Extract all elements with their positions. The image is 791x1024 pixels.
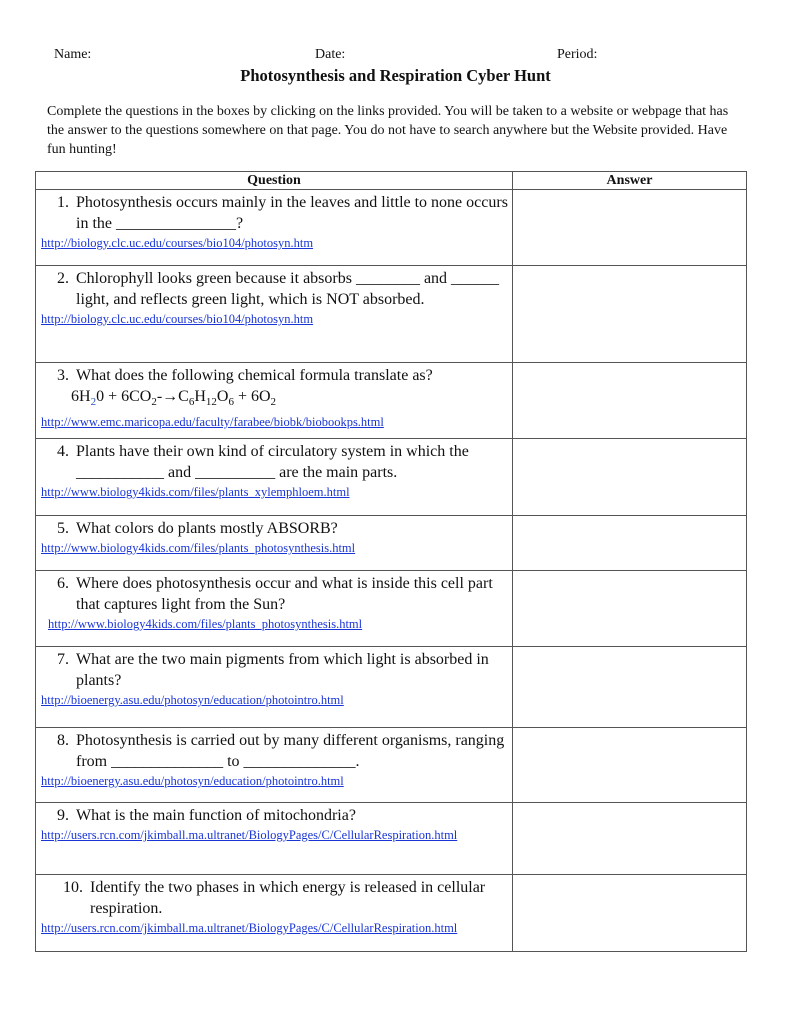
question-text: Photosynthesis is carried out by many different organisms, ranging from ______________ to ______________. [76,732,505,770]
question-cell [36,728,513,803]
question-text: What is the main function of mitochondria? [76,807,356,824]
question-row-5 [36,516,747,571]
question-cell [36,803,513,875]
question-number: 5. [57,520,69,537]
question-link[interactable]: http://www.biology4kids.com/files/plants_photosynthesis.html [41,541,356,555]
question-row-2 [36,266,747,363]
instructions-text: Complete the questions in the boxes by clicking on the links provided. You will be taken to a website or webpage that has the answer to the questions somewhere on that page. You do not have to search anywhere but the Website provided. Have fun hunting! [47,104,729,157]
answer-cell-7[interactable] [513,647,747,728]
answer-cell-6[interactable] [513,571,747,647]
question-text: What does the following chemical formula translate as? [76,367,433,384]
question-text: Plants have their own kind of circulatory system in which the ___________ and __________ are the main parts. [76,443,469,481]
chemical-formula: $6H_20 + 6CO_2-\to C_6H_{12}O_6 + 6O_2$ [71,388,277,409]
question-number: 3. [57,367,69,384]
question-text: What are the two main pigments from which light is absorbed in plants? [76,651,489,689]
answer-cell-1[interactable] [513,190,747,266]
question-number: 4. [57,443,69,460]
question-cell [36,647,513,728]
page-title: Photosynthesis and Respiration Cyber Hunt [240,66,551,85]
question-cell [36,875,513,952]
question-link[interactable]: http://biology.clc.uc.edu/courses/bio104/photosyn.htm [41,312,314,326]
question-number: 1. [57,194,69,211]
question-text: Chlorophyll looks green because it absorbs ________ and ______ light, and reflects green light, which is NOT absorbed. [76,270,500,308]
question-link[interactable]: http://www.emc.maricopa.edu/faculty/farabee/biobk/biobookps.html [41,415,384,430]
question-cell [36,363,513,439]
question-link[interactable]: http://biology.clc.uc.edu/courses/bio104/photosyn.htm [41,236,314,250]
date-label: Date: [315,47,346,62]
answer-cell-4[interactable] [513,439,747,516]
question-row-1 [36,190,747,266]
answer-cell-8[interactable] [513,728,747,803]
table-header-row [36,172,747,190]
question-link[interactable]: http://www.biology4kids.com/files/plants_photosynthesis.html [48,617,363,631]
question-link[interactable]: http://users.rcn.com/jkimball.ma.ultranet/BiologyPages/C/CellularRespiration.html [41,921,458,935]
question-row-6 [36,571,747,647]
answer-cell-2[interactable] [513,266,747,363]
question-link[interactable]: http://bioenergy.asu.edu/photosyn/education/photointro.html [41,693,344,707]
question-text: What colors do plants mostly ABSORB? [76,520,338,537]
question-cell [36,190,513,266]
question-row-7 [36,647,747,728]
question-row-9 [36,803,747,875]
answer-cell-5[interactable] [513,516,747,571]
question-cell [36,439,513,516]
question-link[interactable]: http://www.biology4kids.com/files/plants_xylemphloem.html [41,485,350,499]
question-row-3 [36,363,747,439]
question-row-8 [36,728,747,803]
question-number: 10. [63,879,83,896]
question-row-10 [36,875,747,952]
question-text: Photosynthesis occurs mainly in the leaves and little to none occurs in the _______________? [76,194,508,232]
question-number: 2. [57,270,69,287]
question-number: 6. [57,575,69,592]
question-number: 8. [57,732,69,749]
question-link[interactable]: http://bioenergy.asu.edu/photosyn/education/photointro.html [41,774,344,788]
question-link[interactable]: http://users.rcn.com/jkimball.ma.ultranet/BiologyPages/C/CellularRespiration.html [41,828,458,842]
question-table [35,171,747,952]
question-column-header: Question [36,172,513,190]
answer-cell-3[interactable] [513,363,747,439]
answer-cell-10[interactable] [513,875,747,952]
question-cell [36,516,513,571]
question-cell [36,571,513,647]
question-number: 7. [57,651,69,668]
question-text: Where does photosynthesis occur and what is inside this cell part that captures light from the Sun? [76,575,493,613]
question-number: 9. [57,807,69,824]
period-label: Period: [557,47,598,62]
answer-column-header: Answer [513,172,747,190]
question-row-4 [36,439,747,516]
question-text: Identify the two phases in which energy is released in cellular respiration. [90,879,486,917]
name-label: Name: [54,47,92,62]
question-cell [36,266,513,363]
answer-cell-9[interactable] [513,803,747,875]
